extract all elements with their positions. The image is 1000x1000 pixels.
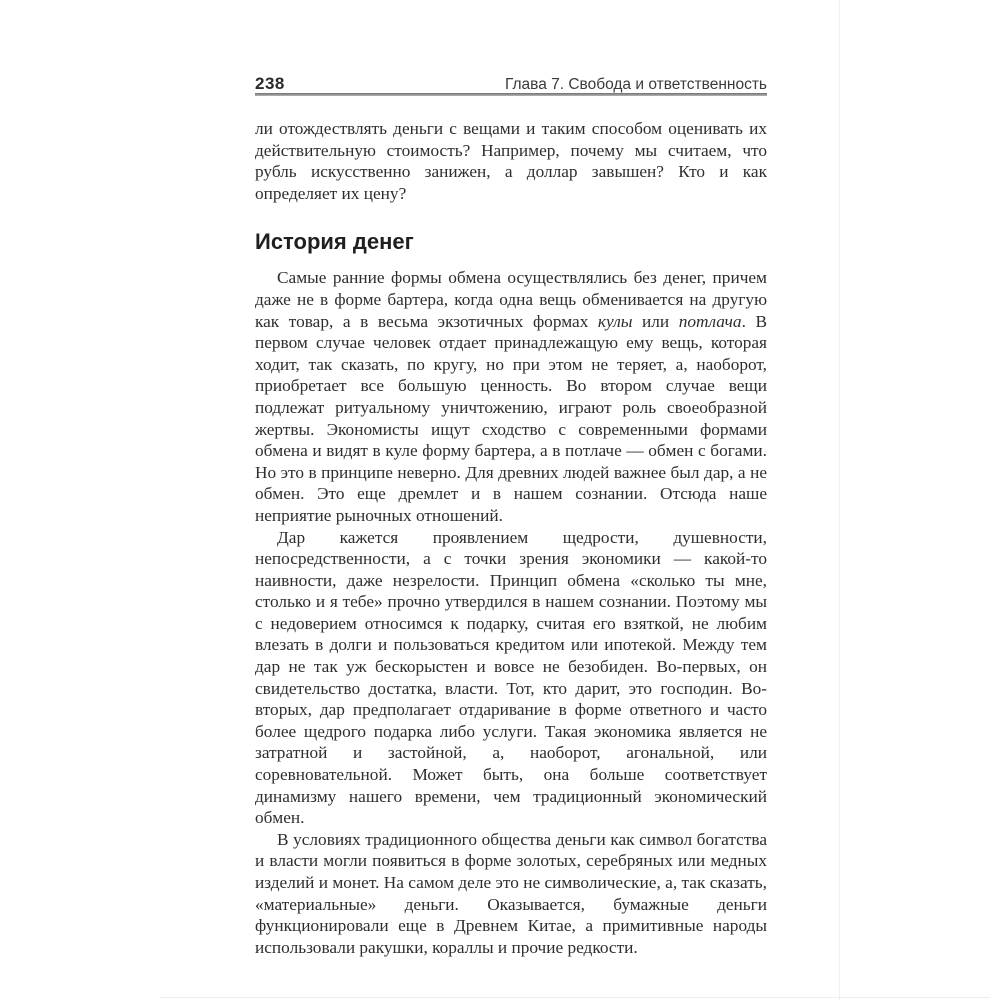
page-scan-edge-vertical <box>839 0 840 1000</box>
page-header <box>255 74 767 94</box>
text-run: . В первом случае человек отдает принадлежащую ему вещь, которая ходит, так сказать, по кругу, но при этом не теряет, а, наоборот, приобретает все большую ценность. Во втором случае вещи подлежат ритуальному уничтожению, играют роль своеобразной жертвы. Экономисты ищут сходство с современными формами обмена и видят в куле форму бартера, а в потлаче — обмен с богами. Но это в принципе неверно. Для древних людей важнее был дар, а не обмен. Это еще дремлет и в нашем сознании. Отсюда наше неприятие рыночных отношений. <box>255 311 767 525</box>
text-run: ли отождествлять деньги с вещами и таким способом оценивать их действительную стоимость? Например, почему мы считаем, что рубль искусственно занижен, а доллар завышен? Кто и как определяет их цену? <box>255 119 767 203</box>
text-run: Самые ранние формы обмена осуществлялись без денег, причем даже не в форме бартера, когда одна вещь обменивается на другую как товар, а в весьма экзотичных формах <box>255 268 767 331</box>
italic-term: кулы <box>597 311 633 331</box>
italic-term: потлача <box>678 311 742 331</box>
text-run: В условиях традиционного общества деньги как символ богатства и власти могли появиться в форме золотых, серебряных или медных изделий и монет. На самом деле это не символические, а, так сказать, «материальные» деньги. Оказывается, бумажные деньги функционировали еще в Древнем Китае, а примитивные народы использовали ракушки, кораллы и прочие редкости. <box>255 829 767 957</box>
header-rule <box>255 93 767 96</box>
text-run: или <box>632 311 679 331</box>
page-number: 238 <box>255 74 285 93</box>
paragraph <box>255 527 767 829</box>
page-scan-edge-bottom <box>160 997 990 998</box>
chapter-title: Глава 7. Свобода и ответственность <box>504 76 767 93</box>
lead-paragraph <box>255 118 767 204</box>
paragraph <box>255 829 767 959</box>
text-block <box>255 118 767 958</box>
text-run: Дар кажется проявлением щедрости, душевности, непосредственности, а с точки зрения экономики — какой-то наивности, даже незрелости. Принцип обмена «сколько ты мне, столько и я тебе» прочно утвердился в нашем сознании. Поэтому мы с недоверием относимся к подарку, считая его взяткой, не любим влезать в долги и пользоваться кредитом или ипотекой. Между тем дар не так уж бескорыстен и вовсе не безобиден. Во-первых, он свидетельство достатка, власти. Тот, кто дарит, это господин. Во-вторых, дар предполагает отдаривание в форме ответного и часто более щедрого подарка либо услуги. Такая экономика является не затратной и застойной, а, наоборот, агональной, или соревновательной. Может быть, она больше соответствует динамизму нашего времени, чем традиционный экономический обмен. <box>255 527 767 828</box>
section-heading: История денег <box>255 229 414 255</box>
section-paragraphs <box>255 267 767 958</box>
paragraph <box>255 267 767 526</box>
